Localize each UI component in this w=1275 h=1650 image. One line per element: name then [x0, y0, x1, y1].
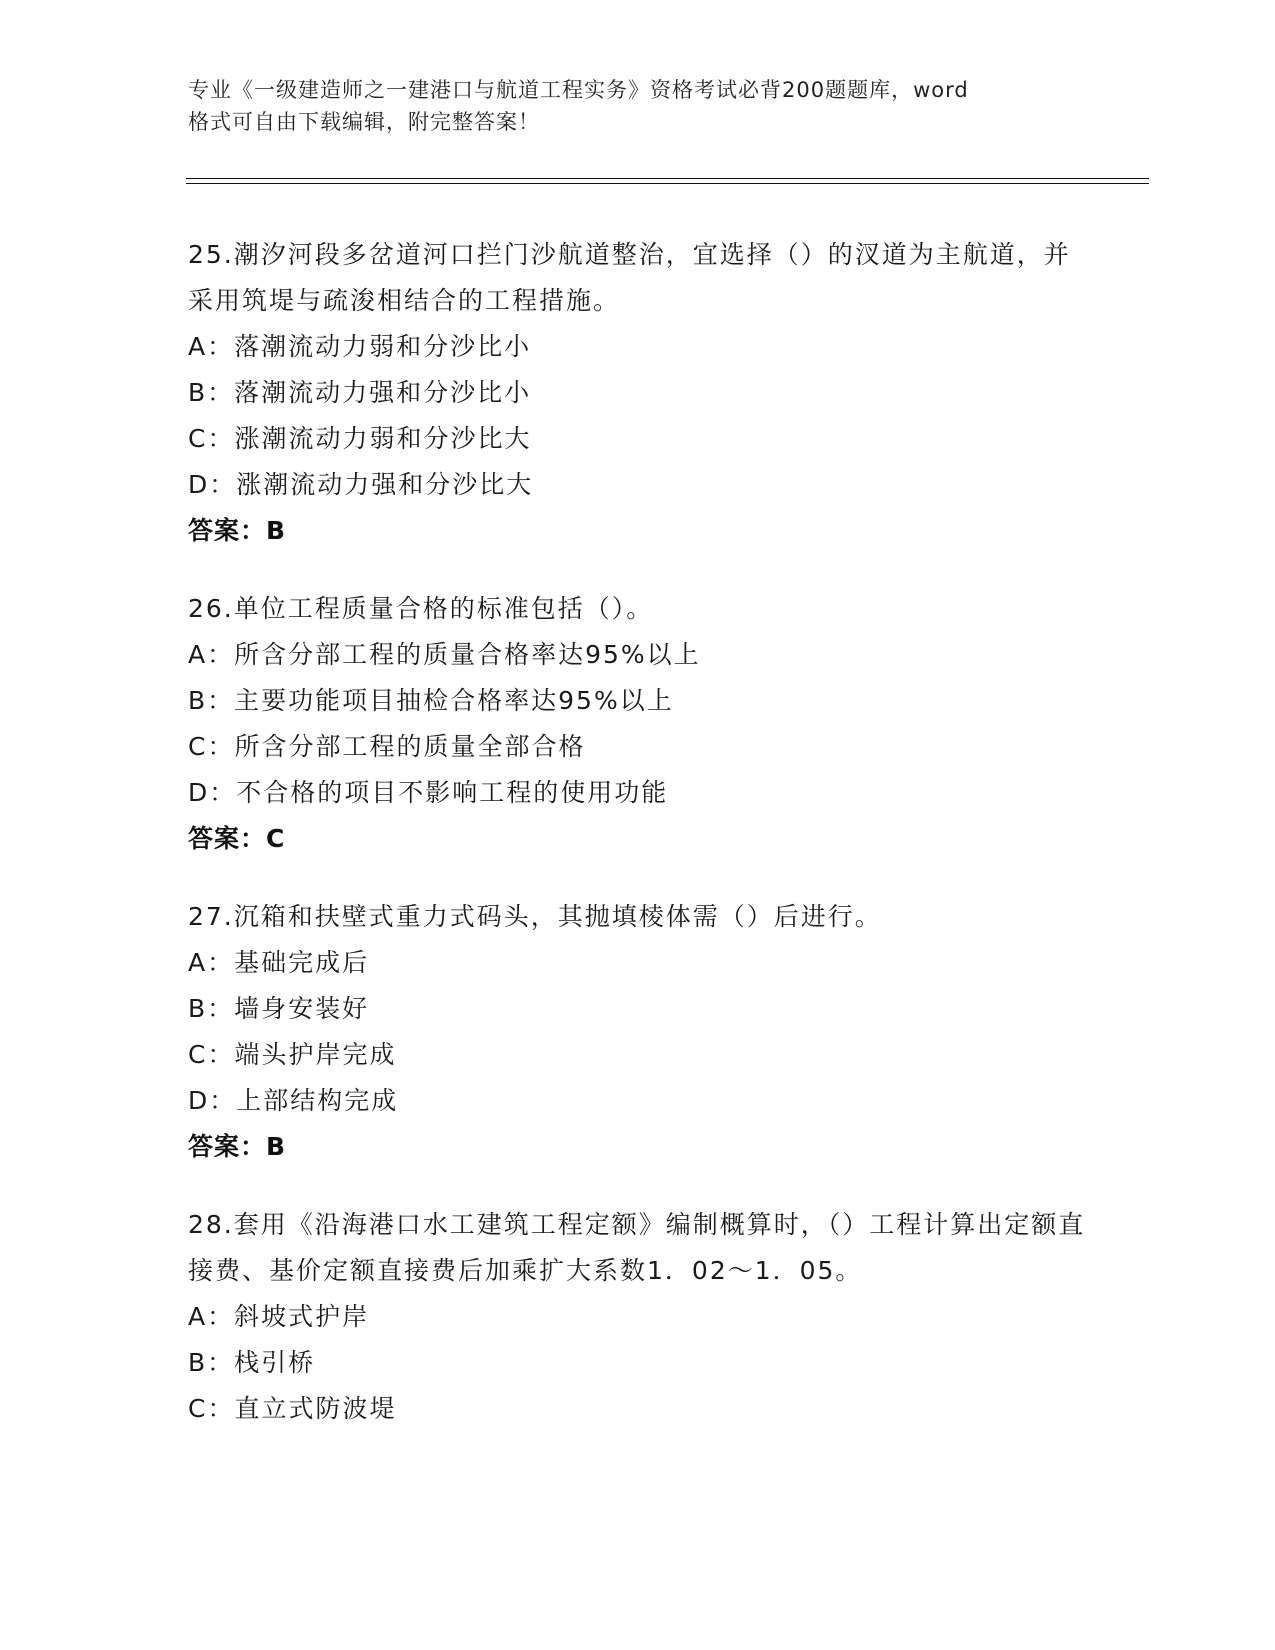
question-26	[188, 586, 1088, 862]
option-b: B：墙身安装好	[188, 994, 370, 1023]
question-28	[188, 1202, 1088, 1432]
header-line-2: 格式可自由下载编辑，附完整答案！	[188, 110, 540, 134]
option-c: C：涨潮流动力弱和分沙比大	[188, 424, 532, 453]
option-a: A：所含分部工程的质量合格率达95%以上	[188, 640, 701, 669]
answer: 答案：B	[188, 1132, 287, 1161]
header-divider-top	[186, 178, 1149, 179]
header-divider-bottom	[186, 183, 1149, 184]
question-27	[188, 894, 1088, 1170]
option-a: A：基础完成后	[188, 948, 370, 977]
option-d: D：涨潮流动力强和分沙比大	[188, 470, 534, 499]
option-c: C：直立式防波堤	[188, 1394, 397, 1423]
question-stem: 28.套用《沿海港口水工建筑工程定额》编制概算时，（）工程计算出定额直接费、基价定额直接费后加乘扩大系数1．02～1．05。	[188, 1210, 1086, 1285]
question-stem: 27.沉箱和扶壁式重力式码头，其抛填棱体需（）后进行。	[188, 902, 882, 931]
answer: 答案：C	[188, 824, 286, 853]
header-line-1: 专业《一级建造师之一建港口与航道工程实务》资格考试必背200题题库，word	[188, 78, 969, 102]
option-a: A：落潮流动力弱和分沙比小	[188, 332, 532, 361]
document-header	[188, 74, 1088, 138]
option-c: C：所含分部工程的质量全部合格	[188, 732, 586, 761]
question-stem: 25.潮汐河段多岔道河口拦门沙航道整治，宜选择（）的汊道为主航道，并采用筑堤与疏浚相结合的工程措施。	[188, 240, 1071, 315]
option-b: B：落潮流动力强和分沙比小	[188, 378, 532, 407]
question-25	[188, 232, 1088, 554]
option-c: C：端头护岸完成	[188, 1040, 397, 1069]
option-d: D：不合格的项目不影响工程的使用功能	[188, 778, 669, 807]
answer: 答案：B	[188, 516, 287, 545]
option-d: D：上部结构完成	[188, 1086, 399, 1115]
option-b: B：栈引桥	[188, 1348, 316, 1377]
question-list	[188, 232, 1088, 1464]
option-b: B：主要功能项目抽检合格率达95%以上	[188, 686, 674, 715]
question-stem: 26.单位工程质量合格的标准包括（）。	[188, 594, 654, 623]
option-a: A：斜坡式护岸	[188, 1302, 370, 1331]
